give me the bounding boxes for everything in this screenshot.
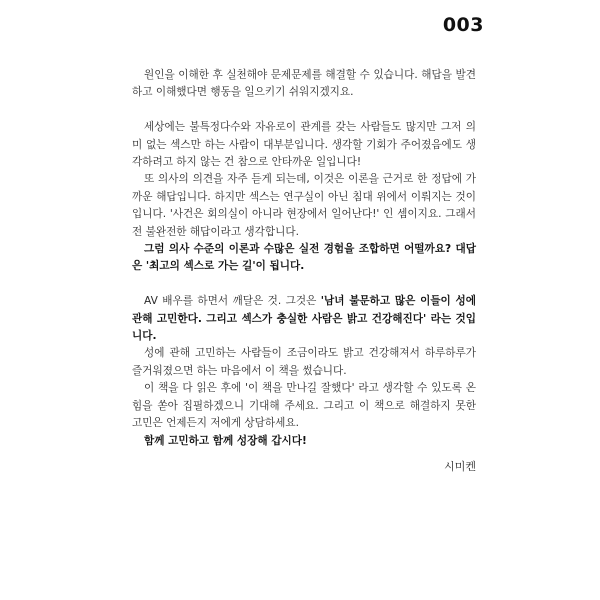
body-text [132, 67, 476, 450]
page-number: 003 [442, 14, 484, 36]
emphasis-text: '남녀 불문하고 많은 이들이 성에 관해 고민한다. 그리고 섹스가 충실한 사람은 밝고 건강해진다' 라는 것입니다. [132, 295, 476, 343]
paragraph [132, 293, 476, 345]
author-signature: 시미켄 [444, 460, 476, 473]
paragraph: 성에 관해 고민하는 사람들이 조금이라도 밝고 건강해져서 하루하루가 즐거워졌으면 하는 마음에서 이 책을 썼습니다. [132, 347, 476, 377]
paragraph-gap [132, 102, 476, 119]
closing-line: 함께 고민하고 함께 성장해 갑시다! [144, 434, 307, 447]
paragraph: 세상에는 불특정다수와 자유로이 관계를 갖는 사람들도 많지만 그저 의미 없는 섹스만 하는 사람이 대부분입니다. 생각할 기회가 주어졌음에도 생각하려고 하지 않는 건 참으로 안타까운 일입니다! [132, 121, 476, 169]
paragraph: 이 책을 다 읽은 후에 '이 책을 만나길 잘했다' 라고 생각할 수 있도록 온 힘을 쏟아 집필하겠으니 기대해 주세요. 그리고 이 책으로 해결하지 못한 고민은 언제든지 저에게 상담하세요. [132, 382, 476, 430]
bold-paragraph: 그럼 의사 수준의 이론과 수많은 실전 경험을 조합하면 어떨까요? 대답은 '최고의 섹스로 가는 길'이 됩니다. [132, 243, 476, 273]
paragraph-gap [132, 276, 476, 293]
paragraph: 또 의사의 의견을 자주 듣게 되는데, 이것은 이론을 근거로 한 정답에 가까운 해답입니다. 하지만 섹스는 연구실이 아닌 침대 위에서 이뤄지는 것이입니다. '사건은 회의실이 아니라 현장에서 일어난다!' 인 셈이지요. 그래서 전 불완전한 해답이라고 생각합니다. [132, 173, 476, 238]
paragraph-text: AV 배우를 하면서 깨달은 것. 그것은 [144, 295, 321, 308]
paragraph: 원인을 이해한 후 실천해야 문제문제를 해결할 수 있습니다. 해답을 발견하고 이해했다면 행동을 일으키기 쉬워지겠지요. [132, 69, 476, 99]
